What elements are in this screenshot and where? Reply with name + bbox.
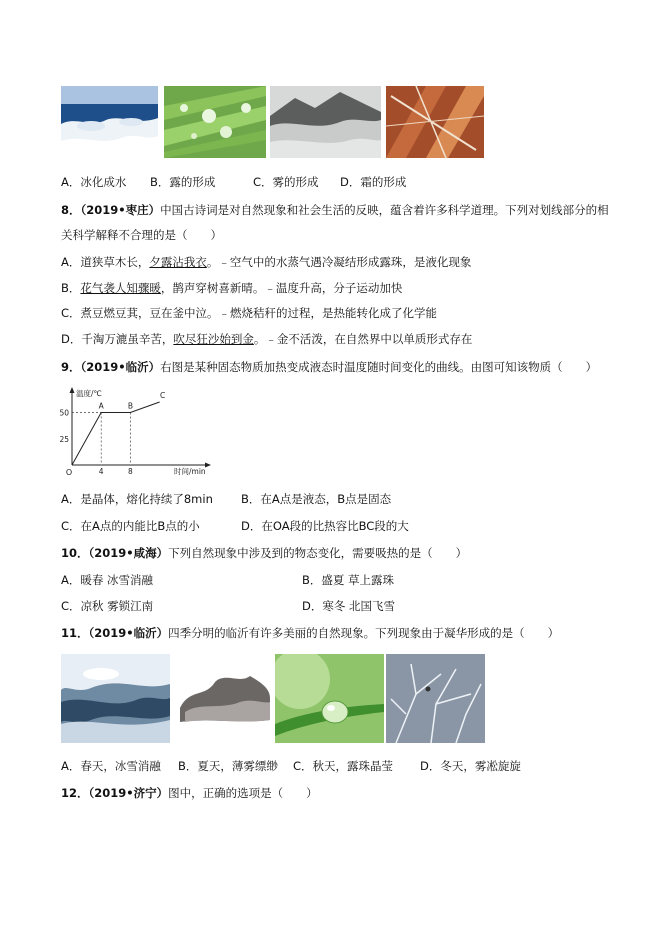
q9-stem: 右图是某种固态物质加热变成液态时温度随时间变化的曲线。由图可知该物质（ ） (160, 360, 598, 374)
q8-d-explanation: 。﹣金不活泼，在自然界中以单质形式存在 (253, 332, 473, 346)
q8-stem: 中国古诗词是对自然现象和社会生活的反映，蕴含着许多科学道理。下列对划线部分的相 (160, 203, 609, 217)
thin-mist-photo (180, 668, 270, 728)
q10-option-d: D．寒冬 北国飞雪 (302, 599, 396, 613)
q12-source: （2019•济宁） (88, 786, 169, 800)
q11-option-b: B．夏天，薄雾缥缈 (178, 759, 278, 773)
y-axis-arrow (70, 387, 75, 393)
dew-drop-grass-photo (275, 654, 384, 743)
q12-stem: 图中，正确的选项是（ ） (168, 786, 318, 800)
q9-stem-line (61, 360, 597, 374)
y-tick-label-50: 50 (59, 408, 69, 418)
y-axis-label: 温度/℃ (76, 389, 102, 398)
q11-option-d: D．冬天，雾凇旋旋 (420, 759, 521, 773)
x-axis-label: 时间/min (174, 467, 206, 476)
q9-option-b: B．在A点是液态，B点是固态 (241, 492, 392, 506)
point-label-C: C (159, 391, 166, 400)
q10-number: 10． (61, 546, 89, 560)
q8-a-explanation: 。﹣空气中的水蒸气遇冷凝结形成露珠，是液化现象 (206, 255, 472, 269)
q8-b-underlined: 花气袭人知骤暖 (80, 281, 161, 295)
q9-option-a: A．是晶体，熔化持续了8min (61, 492, 213, 506)
q12-stem-line (61, 786, 318, 800)
q8-number: 8． (61, 203, 81, 217)
melting-curve-chart (56, 382, 216, 480)
point-label-B: B (127, 401, 133, 411)
q8-option-c: C．煮豆燃豆萁，豆在釜中泣。﹣燃烧秸秆的过程，是热能转化成了化学能 (61, 306, 438, 320)
q10-option-b: B．盛夏 草上露珠 (302, 573, 395, 587)
q8-option-d (61, 332, 472, 346)
q8-source: （2019•枣庄） (80, 203, 161, 217)
q11-stem-line (61, 626, 559, 640)
x-tick-label-4: 4 (98, 467, 104, 476)
dew-drops-photo (164, 86, 266, 158)
q7-option-d: D．霜的形成 (340, 175, 407, 189)
y-tick-label-25: 25 (59, 434, 69, 444)
q11-option-a: A．春天，冰雪消融 (61, 759, 161, 773)
q12-number: 12． (61, 786, 89, 800)
q11-stem: 四季分明的临沂有许多美丽的自然现象。下列现象由于凝华形成的是（ ） (168, 626, 560, 640)
q7-option-c: C．雾的形成 (253, 175, 319, 189)
temperature-curve (72, 402, 160, 465)
q11-source: （2019•临沂） (88, 626, 169, 640)
q8-stem-line2: 关科学解释不合理的是（ ） (61, 228, 222, 242)
q7-option-a: A．冰化成水 (61, 175, 127, 189)
q10-option-a: A．暖春 冰雪消融 (61, 573, 154, 587)
q8-option-a (61, 255, 471, 269)
q8-d-underlined: 吹尽狂沙始到金 (173, 332, 254, 346)
q8-a-prefix: A．道狭草木长， (61, 255, 150, 269)
rime-branches-photo (386, 654, 485, 743)
q9-option-d: D．在OA段的比热容比BC段的大 (241, 519, 409, 533)
x-tick-label-8: 8 (128, 467, 133, 476)
q10-stem-line (61, 546, 467, 560)
q8-b-explanation: ，鹊声穿树喜新晴。﹣温度升高，分子运动加快 (160, 281, 403, 295)
q8-option-b (61, 281, 402, 295)
q8-b-prefix: B． (61, 281, 81, 295)
q9-option-c: C．在A点的内能比B点的小 (61, 519, 200, 533)
point-label-A: A (98, 401, 104, 411)
q8-d-prefix: D．千淘万漉虽辛苦， (61, 332, 174, 346)
q10-source: （2019•咸海） (88, 546, 169, 560)
x-axis-arrow (205, 463, 211, 468)
fog-photo (270, 86, 381, 158)
q8-a-underlined: 夕露沾我衣 (149, 255, 207, 269)
origin-label: O (65, 468, 73, 477)
q11-option-c: C．秋天，露珠晶莹 (293, 759, 394, 773)
frost-leaf-photo (386, 86, 484, 158)
q10-stem: 下列自然现象中涉及到的物态变化，需要吸热的是（ ） (168, 546, 468, 560)
q7-option-b: B．露的形成 (150, 175, 216, 189)
q10-option-c: C．凉秋 雾锁江南 (61, 599, 154, 613)
ice-melting-photo (61, 86, 158, 158)
ice-snow-melting-photo (61, 654, 170, 743)
q11-number: 11． (61, 626, 89, 640)
q9-number: 9． (61, 360, 81, 374)
q8-stem-line1 (61, 203, 609, 217)
q9-source: （2019•临沂） (80, 360, 161, 374)
